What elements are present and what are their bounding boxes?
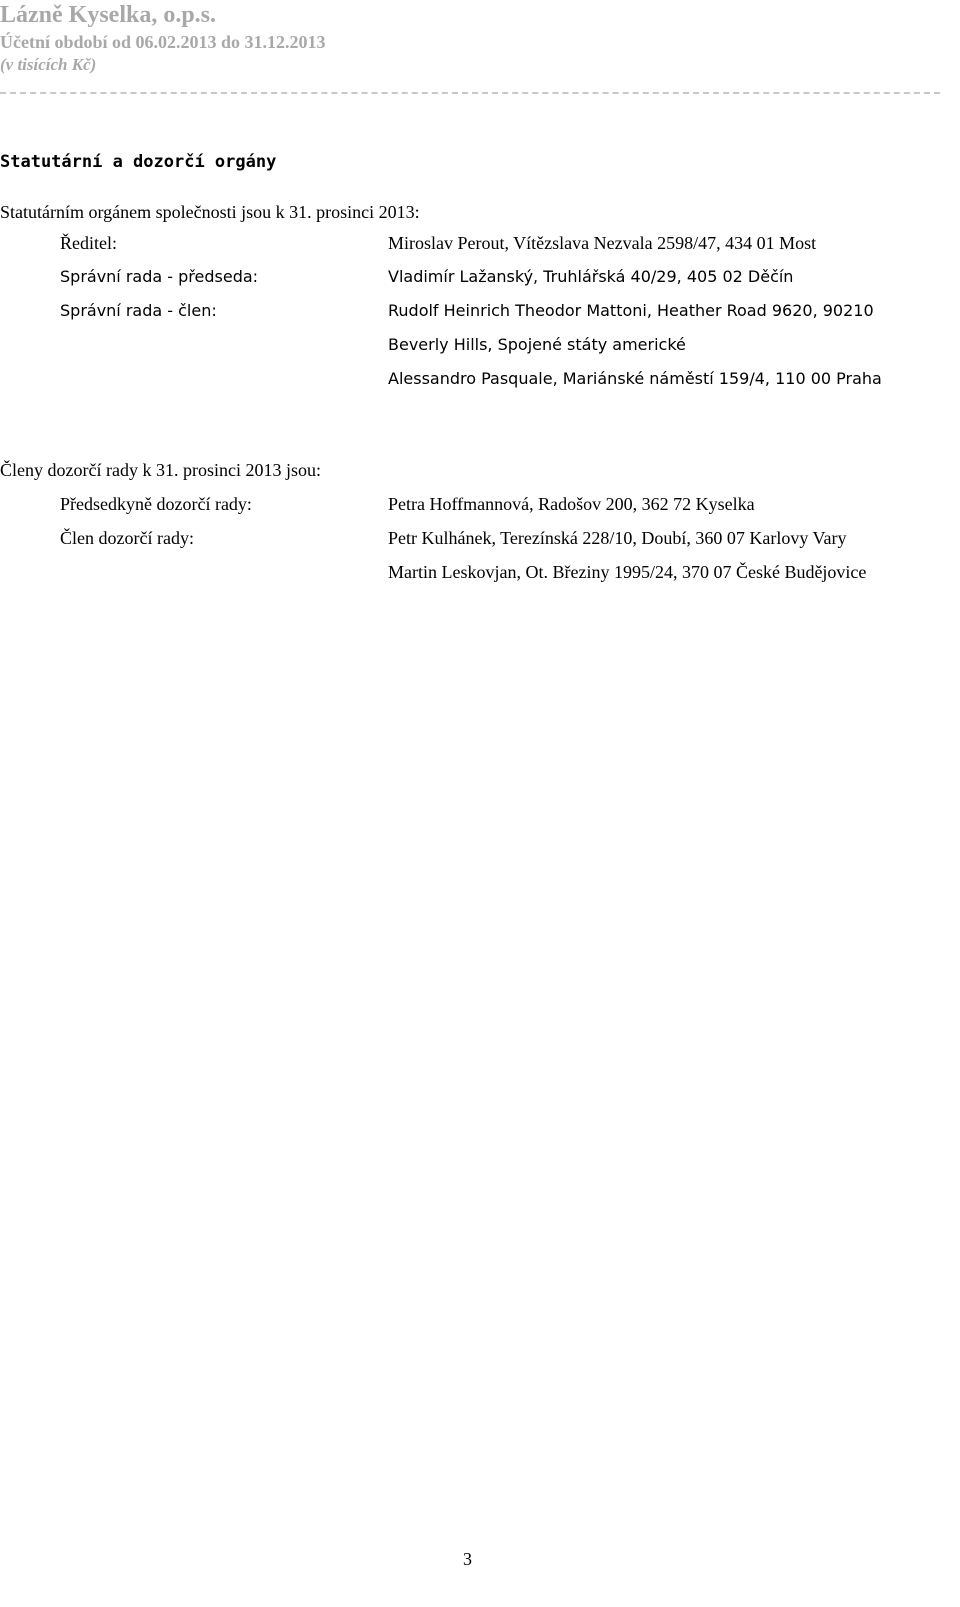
director-value: Miroslav Perout, Vítězslava Nezvala 2598/47, 434 01 Most (388, 233, 817, 253)
board-chair-value: Vladimír Lažanský, Truhlářská 40/29, 405 02 Děčín (388, 267, 794, 286)
board-member-value-3: Alessandro Pasquale, Mariánské náměstí 159/4, 110 00 Praha (388, 369, 882, 388)
board-chair-label: Správní rada - předseda: (60, 267, 259, 286)
supervisory-member-value-2: Martin Leskovjan, Ot. Březiny 1995/24, 370 07 České Budějovice (388, 562, 867, 582)
board-member-label: Správní rada - člen: (60, 301, 217, 320)
statutory-intro: Statutárním orgánem společnosti jsou k 31. prosinci 2013: (0, 202, 420, 222)
page-number: 3 (463, 1549, 472, 1569)
currency-units: (v tisících Kč) (0, 55, 97, 74)
section-title: Statutární a dozorčí orgány (0, 152, 277, 172)
supervisory-intro: Členy dozorčí rady k 31. prosinci 2013 jsou: (0, 460, 321, 480)
board-member-value-1: Rudolf Heinrich Theodor Mattoni, Heather Road 9620, 90210 (388, 301, 874, 320)
supervisory-member-label: Člen dozorčí rady: (60, 528, 194, 548)
supervisory-chair-value: Petra Hoffmannová, Radošov 200, 362 72 Kyselka (388, 494, 755, 514)
supervisory-member-value-1: Petr Kulhánek, Terezínská 228/10, Doubí, 360 07 Karlovy Vary (388, 528, 847, 548)
supervisory-chair-label: Předsedkyně dozorčí rady: (60, 494, 252, 514)
director-label: Ředitel: (60, 233, 117, 253)
accounting-period: Účetní období od 06.02.2013 do 31.12.2013 (0, 32, 326, 52)
header-divider (0, 92, 940, 94)
board-member-value-2: Beverly Hills, Spojené státy americké (388, 335, 686, 354)
company-name: Lázně Kyselka, o.p.s. (0, 2, 217, 28)
